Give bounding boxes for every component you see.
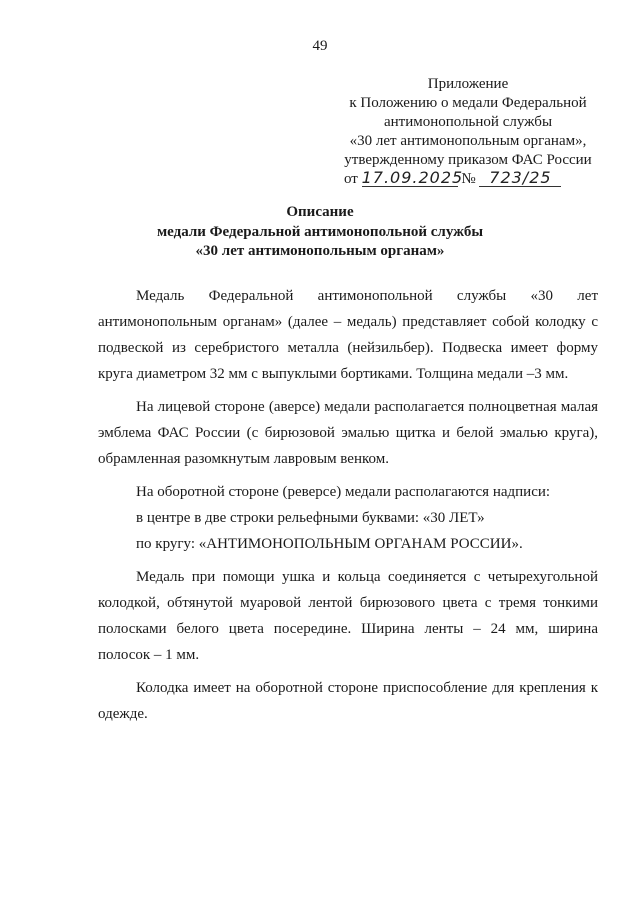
paragraph-medal-description: Медаль Федеральной антимонопольной службы «30 лет антимонопольным органам» (далее – медаль) представляет собой колодку с подвеской из серебристого металла (нейзильбер). Подвеска имеет форму круга диаметром 32 мм с выпуклыми бортиками. Толщина медали –3 мм. (98, 288, 598, 382)
order-reference (344, 170, 592, 189)
page-number: 49 (312, 38, 328, 54)
appendix-title: Приложение (427, 76, 509, 92)
paragraph-reverse-center: в центре в две строки рельефными буквами: «30 ЛЕТ» (136, 510, 485, 526)
appendix-line: к Положению о медали Федеральной (349, 95, 587, 111)
from-label: от (344, 171, 358, 187)
paragraph-fastening: Колодка имеет на оборотной стороне приспособление для крепления к одежде. (98, 680, 598, 722)
appendix-header (344, 75, 592, 189)
appendix-line: утвержденному приказом ФАС России (344, 152, 592, 168)
paragraph-reverse: На оборотной стороне (реверсе) медали располагаются надписи: (136, 484, 551, 500)
number-label: № (461, 171, 476, 187)
handwritten-order-number: 723/25 (479, 170, 561, 187)
paragraph-ribbon: Медаль при помощи ушка и кольца соединяется с четырехугольной колодкой, обтянутой муаровой лентой бирюзового цвета с тремя тонкими полосками белого цвета посередине. Ширина ленты – 24 мм, ширина полосок – 1 мм. (98, 569, 598, 663)
document-title (0, 203, 640, 262)
appendix-line: антимонопольной службы (383, 114, 553, 130)
title-line: медали Федеральной антимонопольной службы (156, 223, 484, 240)
appendix-line: «30 лет антимонопольным органам», (349, 133, 587, 149)
document-body (98, 283, 598, 731)
title-line: «30 лет антимонопольным органам» (195, 243, 445, 259)
handwritten-date: 17.09.2025 (361, 168, 464, 187)
paragraph-reverse-circle: по кругу: «АНТИМОНОПОЛЬНЫМ ОРГАНАМ РОССИИ». (136, 536, 523, 552)
title-line: Описание (286, 204, 354, 220)
paragraph-obverse: На лицевой стороне (аверсе) медали располагается полноцветная малая эмблема ФАС России (с бирюзовой эмалью щитка и белой эмалью круга), обрамленная разомкнутым лавровым венком. (98, 399, 598, 467)
